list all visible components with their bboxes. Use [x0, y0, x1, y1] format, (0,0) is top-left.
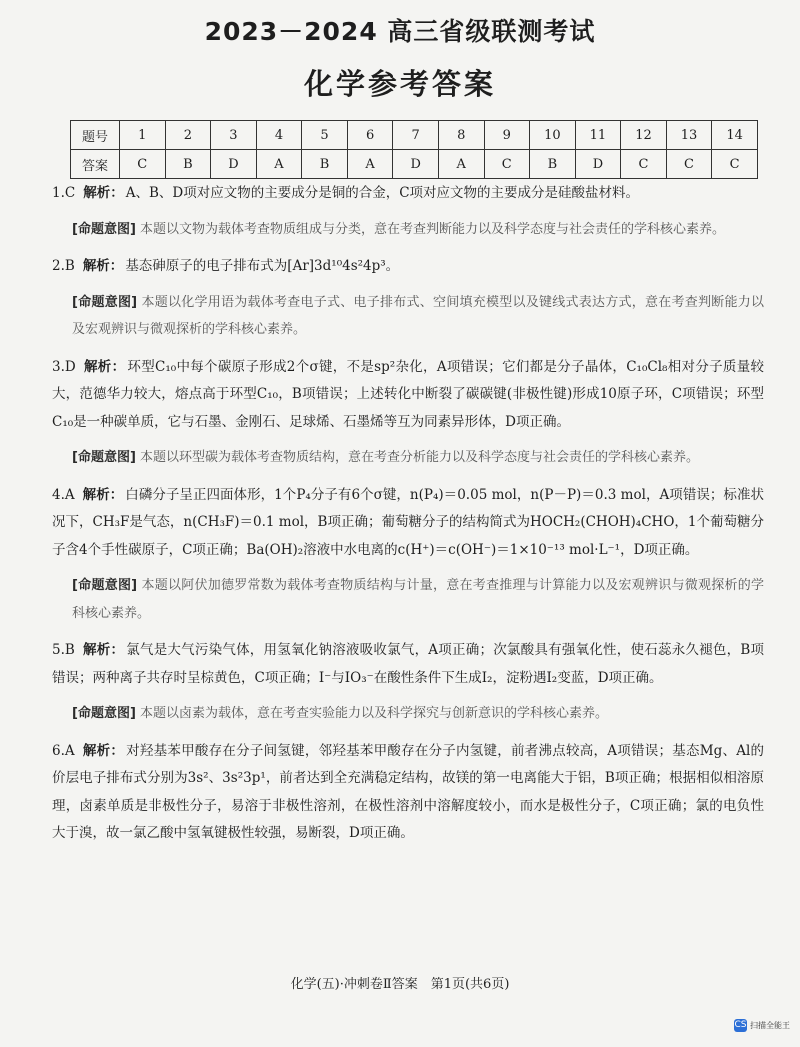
answer-cell: D [211, 150, 257, 179]
question-number-cell: 8 [438, 121, 484, 150]
intent-label: [命题意图] [72, 450, 136, 465]
question-number-cell: 4 [256, 121, 302, 150]
answer-cell: A [256, 150, 302, 179]
question-number-cell: 11 [575, 121, 621, 150]
analysis-text: 环型C₁₀中每个碳原子形成2个σ键，不是sp²杂化，A项错误；它们都是分子晶体，C₁₀Cl₈相对分子质量较大，范德华力较大，熔点高于环型C₁₀，B项错误；上述转化中断裂了碳碳键(非极性键)形成10原子环，C项错误；环型C₁₀是一种碳单质，它与石墨、金刚石、足球烯、石墨烯等互为同素异形体，D项正确。 [52, 358, 764, 430]
intent-text: 本题以阿伏加德罗常数为载体考查物质结构与计量，意在考查推理与计算能力以及宏观辨识与微观探析的学科核心素养。 [72, 578, 764, 621]
question-number-answer: 4.A [52, 486, 75, 503]
intent-label: [命题意图] [72, 578, 138, 593]
question-explanation-2 [52, 253, 764, 281]
question-number-answer: 3.D [52, 358, 76, 375]
analysis-label: 解析： [82, 486, 124, 503]
question-intent-3 [72, 444, 764, 472]
row-label-answer: 答案 [71, 150, 120, 179]
question-explanation-3 [52, 354, 764, 437]
intent-text: 本题以环型碳为载体考查物质结构，意在考查分析能力以及科学态度与社会责任的学科核心素养。 [140, 450, 700, 465]
exam-title: 2023－2024 高三省级联测考试 [204, 17, 596, 46]
question-number-cell: 14 [712, 121, 758, 150]
analysis-text: A、B、D项对应文物的主要成分是铜的合金，C项对应文物的主要成分是硅酸盐材料。 [125, 185, 640, 201]
question-number-cell: 13 [666, 121, 712, 150]
question-intent-4 [72, 572, 764, 627]
question-explanation-1 [52, 180, 764, 208]
intent-label: [命题意图] [72, 221, 136, 237]
row-label-number: 题号 [71, 121, 120, 150]
answer-cell: C [120, 150, 166, 179]
answer-table [70, 120, 758, 179]
answer-cell: D [393, 150, 439, 179]
analysis-label: 解析： [83, 358, 126, 375]
question-number-cell: 6 [347, 121, 393, 150]
answer-cell: B [530, 150, 576, 179]
question-number-answer: 6.A [52, 742, 75, 759]
question-explanation-5 [52, 637, 764, 692]
question-number-cell: 10 [530, 121, 576, 150]
question-number-answer: 5.B [52, 642, 75, 658]
question-number-cell: 9 [484, 121, 530, 150]
question-number-cell: 12 [621, 121, 667, 150]
answer-cell: C [666, 150, 712, 179]
answer-cell: A [347, 150, 393, 179]
analysis-text: 对羟基苯甲酸存在分子间氢键，邻羟基苯甲酸存在分子内氢键，前者沸点较高，A项错误；基态Mg、Al的价层电子排布式分别为3s²、3s²3p¹，前者达到全充满稳定结构，故镁的第一电离能大于铝，B项正确；根据相似相溶原理，卤素单质是非极性分子，易溶于非极性溶剂，在极性溶剂中溶解度较小，而水是极性分子，C项正确；氯的电负性大于溴，故一氯乙酸中氢氧键极性较强，易断裂，D项正确。 [52, 742, 765, 841]
analysis-text: 氯气是大气污染气体，用氢氧化钠溶液吸收氯气，A项正确；次氯酸具有强氧化性，使石蕊永久褪色，B项错误；两种离子共存时呈棕黄色，C项正确；I⁻与IO₃⁻在酸性条件下生成I₂，淀粉遇I₂变蓝，D项正确。 [52, 642, 764, 686]
question-explanation-4 [52, 482, 764, 565]
question-intent-5 [72, 700, 764, 728]
question-number-cell: 7 [393, 121, 439, 150]
watermark-text: 扫描全能王 [750, 1021, 790, 1030]
answer-table-answer-row [71, 150, 758, 179]
explanations [52, 180, 764, 856]
question-number-cell: 5 [302, 121, 348, 150]
answer-table-number-row [71, 121, 758, 150]
question-intent-1 [72, 216, 764, 244]
answer-cell: A [438, 150, 484, 179]
question-explanation-6 [52, 738, 764, 848]
scanner-app-icon: CS [734, 1020, 747, 1030]
analysis-text: 基态砷原子的电子排布式为[Ar]3d¹⁰4s²4p³。 [125, 258, 400, 274]
analysis-label: 解析： [82, 642, 125, 658]
analysis-label: 解析： [82, 258, 124, 274]
answer-cell: C [484, 150, 530, 179]
analysis-text: 白磷分子呈正四面体形，1个P₄分子有6个σ键，n(P₄)＝0.05 mol，n(P－P)＝0.3 mol，A项错误；标准状况下，CH₃F是气态，n(CH₃F)＝0.1 mol，B项正确；葡萄糖分子的结构简式为HOCH₂(CHOH)₄CHO，1个葡萄糖分子含4个手性碳原子，C项正确；Ba(OH)₂溶液中水电离的c(H⁺)＝c(OH⁻)＝1×10⁻¹³ mol·L⁻¹，D项正确。 [52, 486, 764, 558]
answer-cell: C [712, 150, 758, 179]
answer-cell: B [302, 150, 348, 179]
analysis-label: 解析： [83, 185, 124, 201]
answer-cell: C [621, 150, 667, 179]
question-number-answer: 1.C [52, 185, 76, 201]
question-number-cell: 2 [165, 121, 211, 150]
analysis-label: 解析： [82, 742, 125, 759]
intent-label: [命题意图] [72, 706, 136, 721]
intent-label: [命题意图] [72, 294, 138, 310]
intent-text: 本题以化学用语为载体考查电子式、电子排布式、空间填充模型以及键线式表达方式，意在考查判断能力以及宏观辨识与微观探析的学科核心素养。 [72, 294, 764, 337]
page-footer: 化学(五)·冲刺卷Ⅱ答案 第1页(共6页) [290, 977, 510, 992]
question-number-answer: 2.B [52, 258, 75, 274]
intent-text: 本题以卤素为载体，意在考查实验能力以及科学探究与创新意识的学科核心素养。 [140, 706, 609, 721]
answer-cell: B [165, 150, 211, 179]
intent-text: 本题以文物为载体考查物质组成与分类，意在考查判断能力以及科学态度与社会责任的学科核心素养。 [140, 221, 726, 237]
answer-cell: D [575, 150, 621, 179]
question-number-cell: 1 [120, 121, 166, 150]
answer-key-title: 化学参考答案 [303, 67, 496, 101]
scanner-watermark [734, 1019, 790, 1032]
question-number-cell: 3 [211, 121, 257, 150]
question-intent-2 [72, 289, 764, 344]
